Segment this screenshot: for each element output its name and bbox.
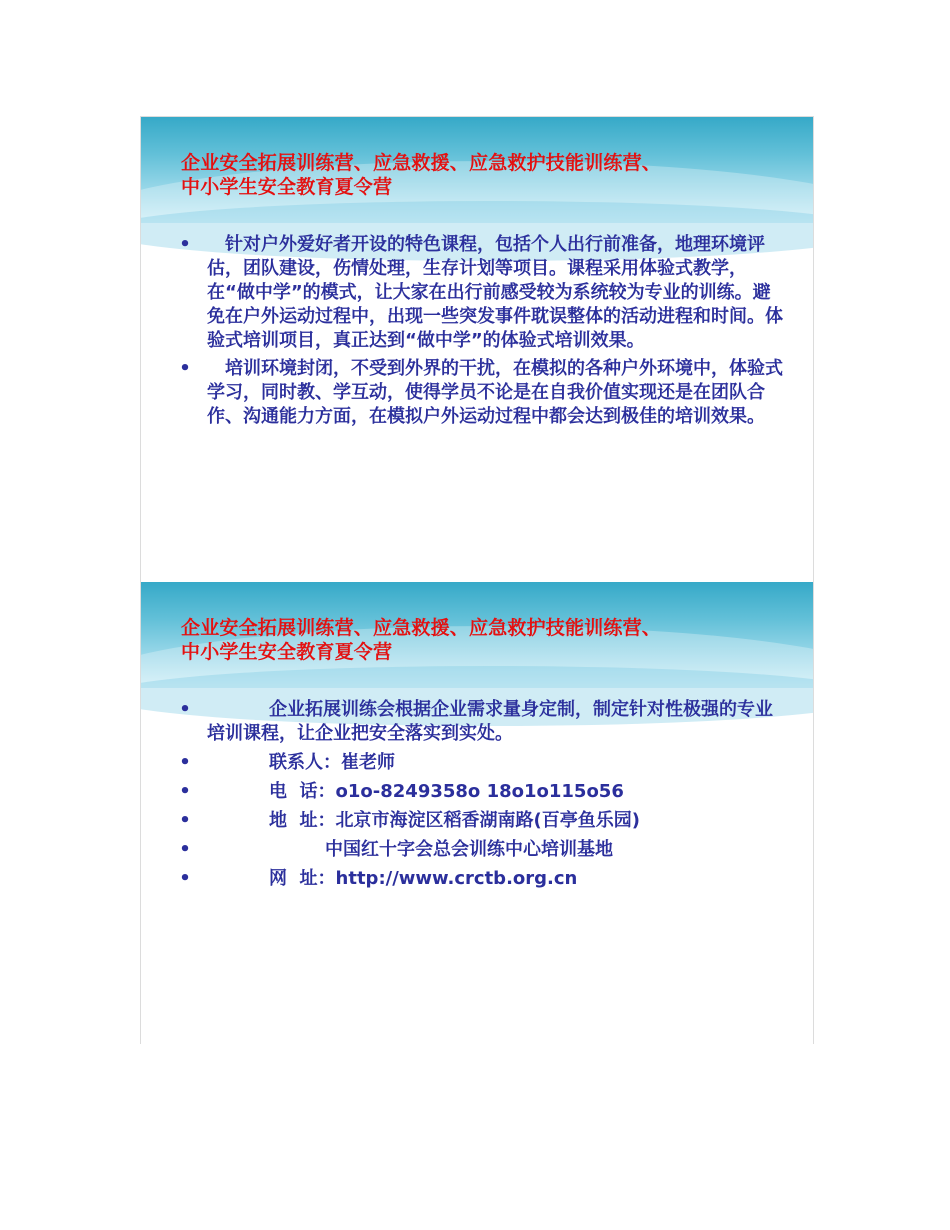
slide-content [177,233,787,433]
bullet-dot-icon: • [179,699,191,720]
website: 网 址：http://www.crctb.org.cn [269,868,578,889]
slide-title-line1: 企业安全拓展训练营、应急救援、应急救护技能训练营、 [181,152,662,174]
bullet-item [177,233,787,353]
bullet-item [177,698,787,746]
slide-content [177,698,787,896]
bullet-text: 针对户外爱好者开设的特色课程，包括个人出行前准备，地理环境评估，团队建设，伤情处理，生存计划等项目。课程采用体验式教学，在“做中学”的模式，让大家在出行前感受较为系统较为专业的训练。避免在户外运动过程中，出现一些突发事件耽误整体的活动进程和时间。体验式培训项目，真正达到“做中学”的体验式培训效果。 [207,234,783,351]
slide-title-line1: 企业安全拓展训练营、应急救援、应急救护技能训练营、 [181,617,662,639]
slide-1 [140,116,814,583]
intro-text: 企业拓展训练会根据企业需求量身定制，制定针对性极强的专业培训课程，让企业把安全落实到实处。 [207,699,773,744]
bullet-text: 培训环境封闭，不受到外界的干扰，在模拟的各种户外环境中，体验式学习，同时教、学互动，使得学员不论是在自我价值实现还是在团队合作、沟通能力方面，在模拟户外运动过程中都会达到极佳的培训效果。 [207,358,783,427]
bullet-dot-icon: • [179,781,191,802]
bullet-item [177,838,787,862]
contact-person: 联系人：崔老师 [269,752,395,773]
slide-title [181,151,781,199]
address: 地 址：北京市海淀区稻香湖南路(百亭鱼乐园) [269,810,640,831]
bullet-item [177,780,787,804]
bullet-item [177,357,787,429]
slide-title-line2: 中小学生安全教育夏令营 [181,641,393,663]
bullet-item [177,809,787,833]
bullet-dot-icon: • [179,810,191,831]
bullet-item [177,867,787,891]
bullet-dot-icon: • [179,868,191,889]
bullet-dot-icon: • [179,358,191,379]
bullet-dot-icon: • [179,752,191,773]
slide-title [181,616,781,664]
phone-number: 电 话：o1o-8249358o 18o1o115o56 [269,781,624,802]
slide-2 [140,582,814,1044]
slide-title-line2: 中小学生安全教育夏令营 [181,176,393,198]
bullet-dot-icon: • [179,234,191,255]
bullet-dot-icon: • [179,839,191,860]
training-base: 中国红十字会总会训练中心培训基地 [325,839,613,860]
bullet-item [177,751,787,775]
